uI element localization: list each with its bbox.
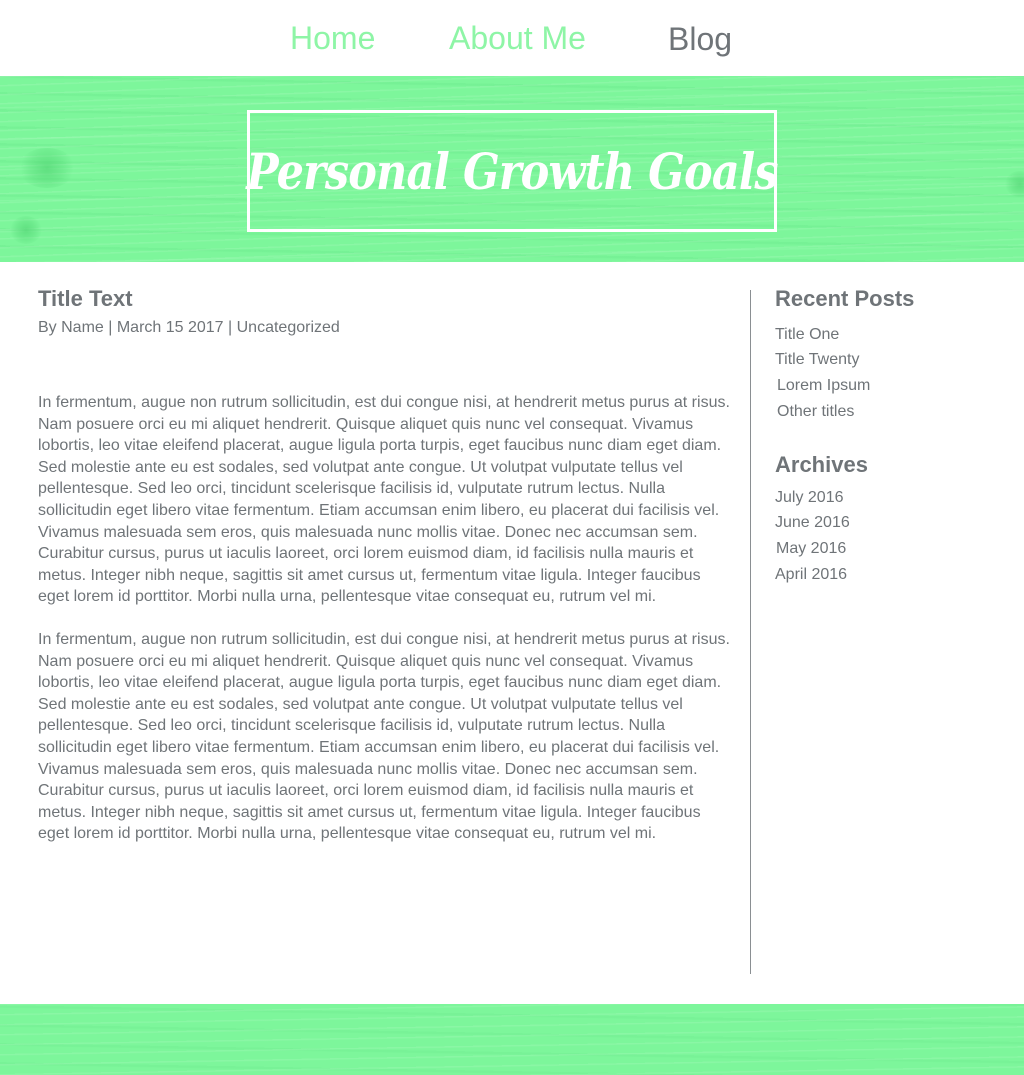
recent-post-link[interactable]: Title One (775, 326, 840, 343)
nav-about-link[interactable]: About Me (449, 20, 586, 56)
sidebar (775, 286, 1015, 588)
hero-banner (0, 76, 1024, 262)
archives-heading: Archives (775, 452, 868, 477)
recent-post-link[interactable]: Other titles (777, 403, 855, 420)
recent-post-link[interactable]: Lorem Ipsum (777, 377, 871, 394)
archive-link[interactable]: July 2016 (775, 489, 844, 506)
top-nav (0, 0, 1024, 76)
post-meta: By Name | March 15 2017 | Uncategorized (38, 319, 340, 336)
post-title[interactable]: Title Text (38, 286, 133, 311)
blog-post (38, 286, 738, 845)
footer-banner (0, 1004, 1024, 1075)
post-paragraph: In fermentum, augue non rutrum sollicitudin, est dui congue nisi, at hendrerit metus purus at risus. Nam posuere orci eu mi aliquet hendrerit. Quisque aliquet quis nunc vel consequat. Vivamus lobortis, leo vitae eleifend placerat, augue ligula porta turpis, eget faucibus nunc diam eget diam. Sed molestie ante eu est sodales, sed volutpat ante congue. Ut volutpat vulputate tellus vel pellentesque. Sed leo orci, tincidunt scelerisque facilisis id, vulputate rutrum lectus. Nulla sollicitudin eget libero vitae fermentum. Etiam accumsan enim libero, eu placerat dui facilisis vel. Vivamus malesuada sem eros, quis malesuada nunc mollis vitae. Donec nec accumsan sem. Curabitur cursus, purus ut iaculis laoreet, orci lorem euismod diam, id facilisis nulla mauris et metus. Integer nibh neque, sagittis sit amet cursus ut, fermentum vitae ligula. Integer faucibus eget lorem id porttitor. Morbi nulla urna, pellentesque vitae consequat eu, rutrum vel mi. (38, 630, 730, 843)
wood-knot (10, 216, 42, 244)
post-paragraph: In fermentum, augue non rutrum sollicitudin, est dui congue nisi, at hendrerit metus purus at risus. Nam posuere orci eu mi aliquet hendrerit. Quisque aliquet quis nunc vel consequat. Vivamus lobortis, leo vitae eleifend placerat, augue ligula porta turpis, eget faucibus nunc diam eget diam. Sed molestie ante eu est sodales, sed volutpat ante congue. Ut volutpat vulputate tellus vel pellentesque. Sed leo orci, tincidunt scelerisque facilisis id, vulputate rutrum lectus. Nulla sollicitudin eget libero vitae fermentum. Etiam accumsan enim libero, eu placerat dui facilisis vel. Vivamus malesuada sem eros, quis malesuada nunc mollis vitae. Donec nec accumsan sem. Curabitur cursus, purus ut iaculis laoreet, orci lorem euismod diam, id facilisis nulla mauris et metus. Integer nibh neque, sagittis sit amet cursus ut, fermentum vitae ligula. Integer faucibus eget lorem id porttitor. Morbi nulla urna, pellentesque vitae consequat eu, rutrum vel mi. (38, 394, 730, 606)
archive-link[interactable]: April 2016 (775, 566, 848, 583)
archive-link[interactable]: May 2016 (776, 540, 847, 557)
nav-home-link[interactable]: Home (290, 20, 376, 56)
nav-blog-link[interactable]: Blog (668, 21, 733, 57)
wood-knot (18, 148, 76, 188)
recent-posts-heading: Recent Posts (775, 286, 915, 311)
recent-post-link[interactable]: Title Twenty (775, 351, 860, 368)
site-title-frame (247, 110, 777, 232)
archives-list (775, 486, 1015, 588)
post-body (38, 392, 738, 845)
recent-posts-list (775, 323, 1015, 425)
site-title: Personal Growth Goals (246, 141, 778, 201)
sidebar-divider (750, 290, 751, 974)
archive-link[interactable]: June 2016 (775, 514, 850, 531)
